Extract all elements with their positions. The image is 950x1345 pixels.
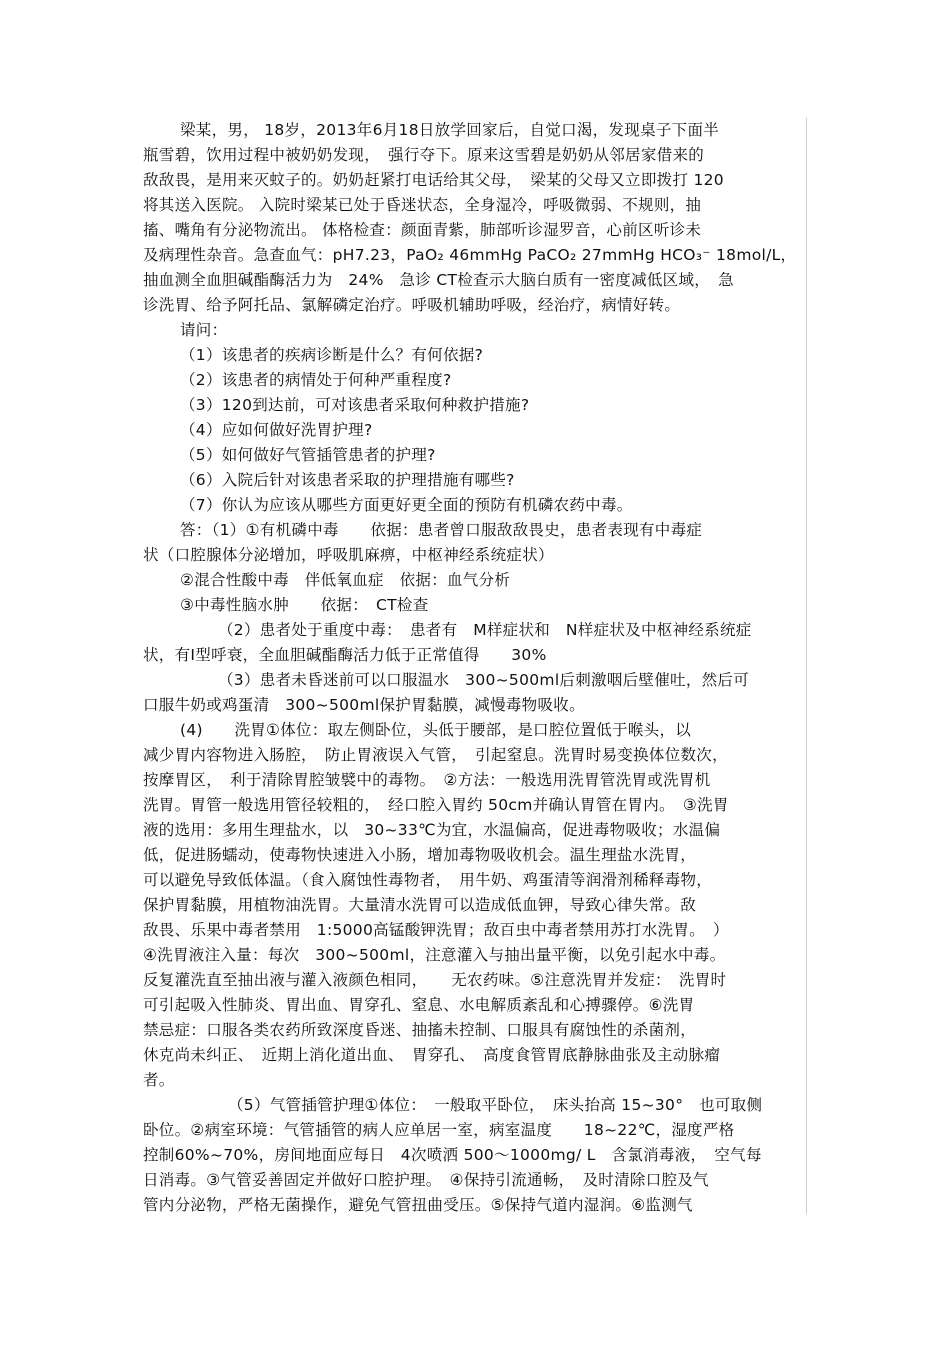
text-line: ③中毒性脑水肿 依据： CT检查 [180, 596, 429, 614]
text-line: 按摩胃区， 利于清除胃腔皱襞中的毒物。 ②方法：一般选用洗胃管洗胃或洗胃机 [143, 771, 711, 789]
text-line: 控制60%~70%，房间地面应每日 4次喷洒 500～1000mg/ L 含氯消毒液， 空气每 [143, 1146, 762, 1164]
text-line: 请问： [180, 321, 228, 339]
text-line: （1）该患者的疾病诊断是什么？有何依据? [180, 346, 484, 364]
text-line: (4) 洗胃①体位：取左侧卧位，头低于腰部，是口腔位置低于喉头，以 [180, 721, 692, 739]
text-line: （3）120到达前，可对该患者采取何种救护措施? [180, 396, 530, 414]
text-line: 敌畏、乐果中毒者禁用 1:5000高锰酸钾洗胃；敌百虫中毒者禁用苏打水洗胃。 ） [143, 921, 729, 939]
text-line: 禁忌症：口服各类农药所致深度昏迷、抽搐未控制、口服具有腐蚀性的杀菌剂， [143, 1021, 697, 1039]
text-line: （2）该患者的病情处于何种严重程度? [180, 371, 452, 389]
page-margin-rule [806, 118, 807, 1214]
text-line: 将其送入医院。 入院时梁某已处于昏迷状态，全身湿冷，呼吸微弱、不规则，抽 [143, 196, 702, 214]
text-line: （7）你认为应该从哪些方面更好更全面的预防有机磷农药中毒。 [180, 496, 633, 514]
text-line: （5）如何做好气管插管患者的护理? [180, 446, 436, 464]
text-line: 状，有Ⅰ型呼衰，全血胆碱酯酶活力低于正常值得 30% [143, 646, 547, 664]
text-line: 者。 [143, 1071, 175, 1089]
text-line: 诊洗胃、给予阿托品、氯解磷定治疗。呼吸机辅助呼吸，经治疗，病情好转。 [143, 296, 681, 314]
text-line: 卧位。②病室环境：气管插管的病人应单居一室，病室温度 18~22℃，湿度严格 [143, 1121, 735, 1139]
text-line: 答：（1）①有机磷中毒 依据：患者曾口服敌敌畏史，患者表现有中毒症 [180, 521, 703, 539]
text-line: 抽血测全血胆碱酯酶活力为 24% 急诊 CT检查示大脑白质有一密度减低区域， 急 [143, 271, 734, 289]
text-line: 口服牛奶或鸡蛋清 300~500ml保护胃黏膜，减慢毒物吸收。 [143, 696, 585, 714]
text-line: 低，促进肠蠕动，使毒物快速进入小肠，增加毒物吸收机会。温生理盐水洗胃， [143, 846, 697, 864]
text-line: 液的选用：多用生理盐水，以 30~33℃为宜，水温偏高，促进毒物吸收；水温偏 [143, 821, 721, 839]
text-line: 可以避免导致低体温。（食入腐蚀性毒物者， 用牛奶、鸡蛋清等润滑剂稀释毒物， [143, 871, 713, 889]
text-line: （4）应如何做好洗胃护理? [180, 421, 373, 439]
text-line: 反复灌洗直至抽出液与灌入液颜色相同， 无农药味。⑤注意洗胃并发症： 洗胃时 [143, 971, 727, 989]
text-line: 休克尚未纠正、 近期上消化道出血、 胃穿孔、 高度食管胃底静脉曲张及主动脉瘤 [143, 1046, 721, 1064]
text-line: 洗胃。胃管一般选用管径较粗的， 经口腔入胃约 50cm并确认胃管在胃内。 ③洗胃 [143, 796, 729, 814]
text-line: 减少胃内容物进入肠腔， 防止胃液误入气管， 引起窒息。洗胃时易变换体位数次， [143, 746, 728, 764]
text-line: 搐、嘴角有分泌物流出。 体格检查：颜面青紫，肺部听诊湿罗音，心前区听诊未 [143, 221, 702, 239]
text-line: （5）气管插管护理①体位： 一般取平卧位， 床头抬高 15~30° 也可取侧 [228, 1096, 763, 1114]
text-line: ④洗胃液注入量：每次 300~500ml，注意灌入与抽出量平衡，以免引起水中毒。 [143, 946, 726, 964]
text-line: 瓶雪碧，饮用过程中被奶奶发现， 强行夺下。原来这雪碧是奶奶从邻居家借来的 [143, 146, 705, 164]
text-line: ②混合性酸中毒 伴低氧血症 依据：血气分析 [180, 571, 511, 589]
text-line: （2）患者处于重度中毒： 患者有 M样症状和 N样症状及中枢神经系统症 [218, 621, 752, 639]
text-line: 状（口腔腺体分泌增加，呼吸肌麻痹，中枢神经系统症状） [143, 546, 554, 564]
text-line: 及病理性杂音。急查血气：pH7.23，PaO₂ 46mmHg PaCO₂ 27mmHg HCO₃⁻ 18mol/L， [143, 246, 797, 264]
text-line: （3）患者未昏迷前可以口服温水 300~500ml后刺激咽后壁催吐，然后可 [218, 671, 750, 689]
text-line: 敌敌畏，是用来灭蚊子的。奶奶赶紧打电话给其父母， 梁某的父母又立即拨打 120 [143, 171, 724, 189]
text-line: 管内分泌物，严格无菌操作，避免气管扭曲受压。⑤保持气道内湿润。⑥监测气 [143, 1196, 693, 1214]
text-line: （6）入院后针对该患者采取的护理措施有哪些? [180, 471, 515, 489]
text-line: 日消毒。③气管妥善固定并做好口腔护理。 ④保持引流通畅， 及时清除口腔及气 [143, 1171, 709, 1189]
text-line: 保护胃黏膜，用植物油洗胃。大量清水洗胃可以造成低血钾，导致心律失常。敌 [143, 896, 697, 914]
text-line: 可引起吸入性肺炎、胃出血、胃穿孔、窒息、水电解质紊乱和心搏骤停。⑥洗胃 [143, 996, 695, 1014]
text-line: 梁某，男， 18岁，2013年6月18日放学回家后，自觉口渴，发现桌子下面半 [180, 121, 720, 139]
